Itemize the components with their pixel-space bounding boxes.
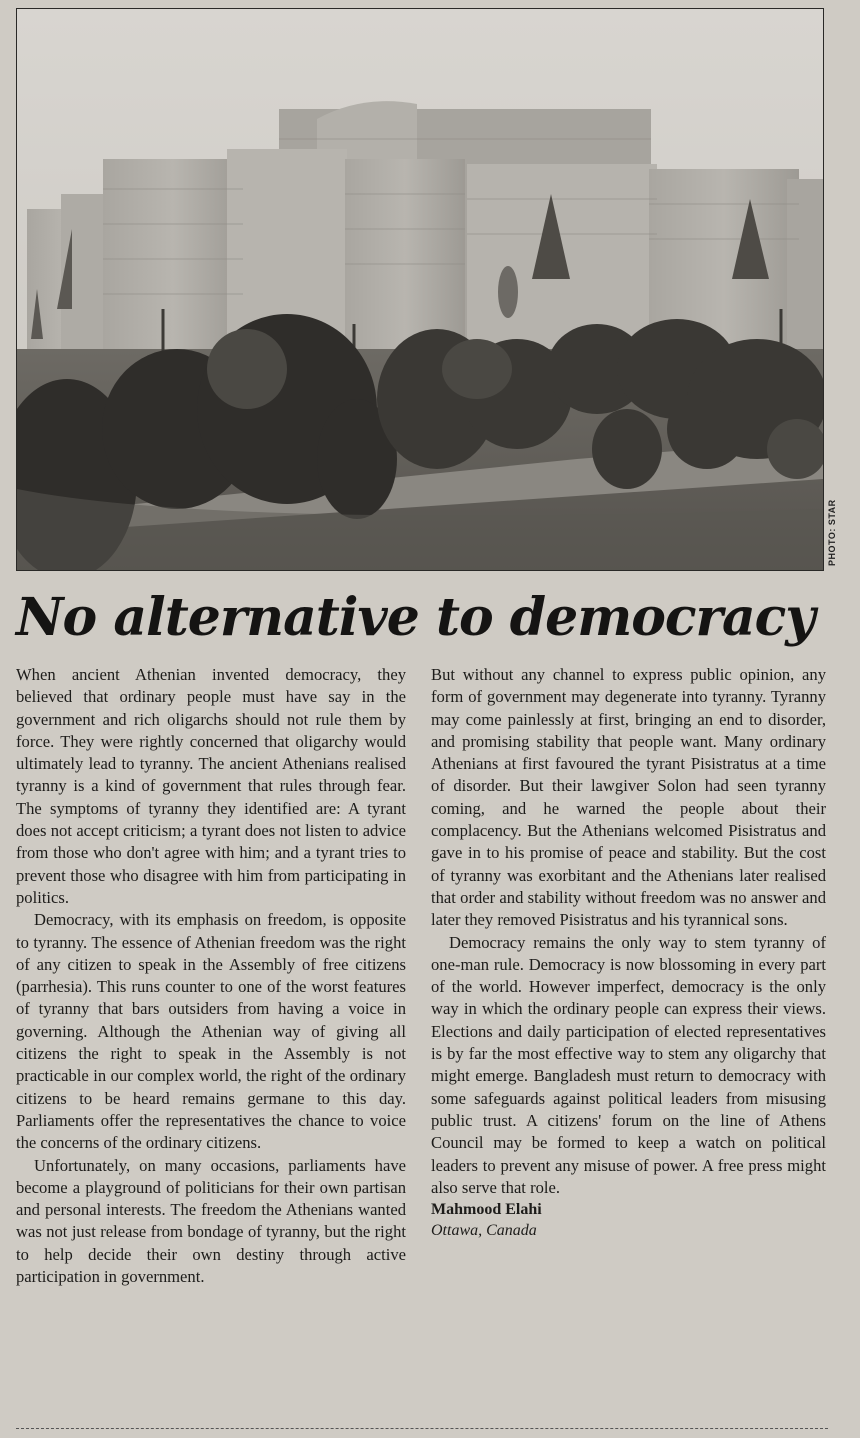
paragraph: Democracy remains the only way to stem tyranny of one-man rule. Democracy is now blossoming in every part of the world. However imperfect, democracy is the only way in which the ordinary people can express their views. Elections and daily participation of elected representatives is by far the most effective way to stem any oligarchy that might emerge. Bangladesh must return to democracy with some safeguards against political leaders from misusing public trust. A citizens' forum on the line of Athens Council may be formed to keep a watch on political leaders to prevent any misuse of power. A free press might also serve that role. <box>431 932 826 1197</box>
article-photo <box>16 8 824 571</box>
article-column-right <box>431 664 826 1241</box>
paragraph: Unfortunately, on many occasions, parliaments have become a playground of politicians for their own partisan and personal interests. The freedom the Athenians wanted was not just release from bondage of tyranny, but the right to help decide their own destiny through active participation in government. <box>16 1155 406 1287</box>
paragraph: When ancient Athenian invented democracy, they believed that ordinary people must have say in the government and rich oligarchs should not rule them by force. They were rightly concerned that oligarchy would ultimately lead to tyranny. The ancient Athenians realised tyranny is a kind of government that rules through fear. The symptoms of tyranny they identified are: A tyrant does not accept criticism; a tyrant does not listen to advice from those who don't agree with him; and a tyrant tries to prevent those who disagree with him from participating in politics. <box>16 665 406 907</box>
parliament-building-image <box>17 9 823 570</box>
author-location: Ottawa, Canada <box>431 1222 537 1240</box>
author-name: Mahmood Elahi <box>431 1201 542 1219</box>
photo-credit: PHOTO: STAR <box>827 499 837 566</box>
bottom-divider <box>16 1428 828 1429</box>
article-column-left <box>16 664 406 1288</box>
article-headline: No alternative to democracy <box>16 587 815 648</box>
paragraph: But without any channel to express public opinion, any form of government may degenerate into tyranny. Tyranny may come painlessly at first, bringing an end to disorder, and promising stability that people want. Many ordinary Athenians at first favoured the tyrant Pisistratus at a time of disorder. But their lawgiver Solon had seen tyranny coming, and he warned the people about their complacency. But the Athenians welcomed Pisistratus and gave in to his promise of peace and stability. But the cost of tyranny was exorbitant and the Athenians later realised that order and stability without freedom was no answer and later they removed Pisistratus and his tyrannical sons. <box>431 665 826 930</box>
paragraph: Democracy, with its emphasis on freedom, is opposite to tyranny. The essence of Athenian freedom was the right of any citizen to speak in the Assembly of free citizens (parrhesia). This runs counter to one of the worst features of tyranny that bars outsiders from having a voice in governing. Although the Athenian way of giving all citizens the right to speak in the Assembly is not practicable in our complex world, the right of the ordinary citizens to be heard remains germane to this day. Parliaments offer the representatives the chance to voice the concerns of the ordinary citizens. <box>16 910 406 1153</box>
